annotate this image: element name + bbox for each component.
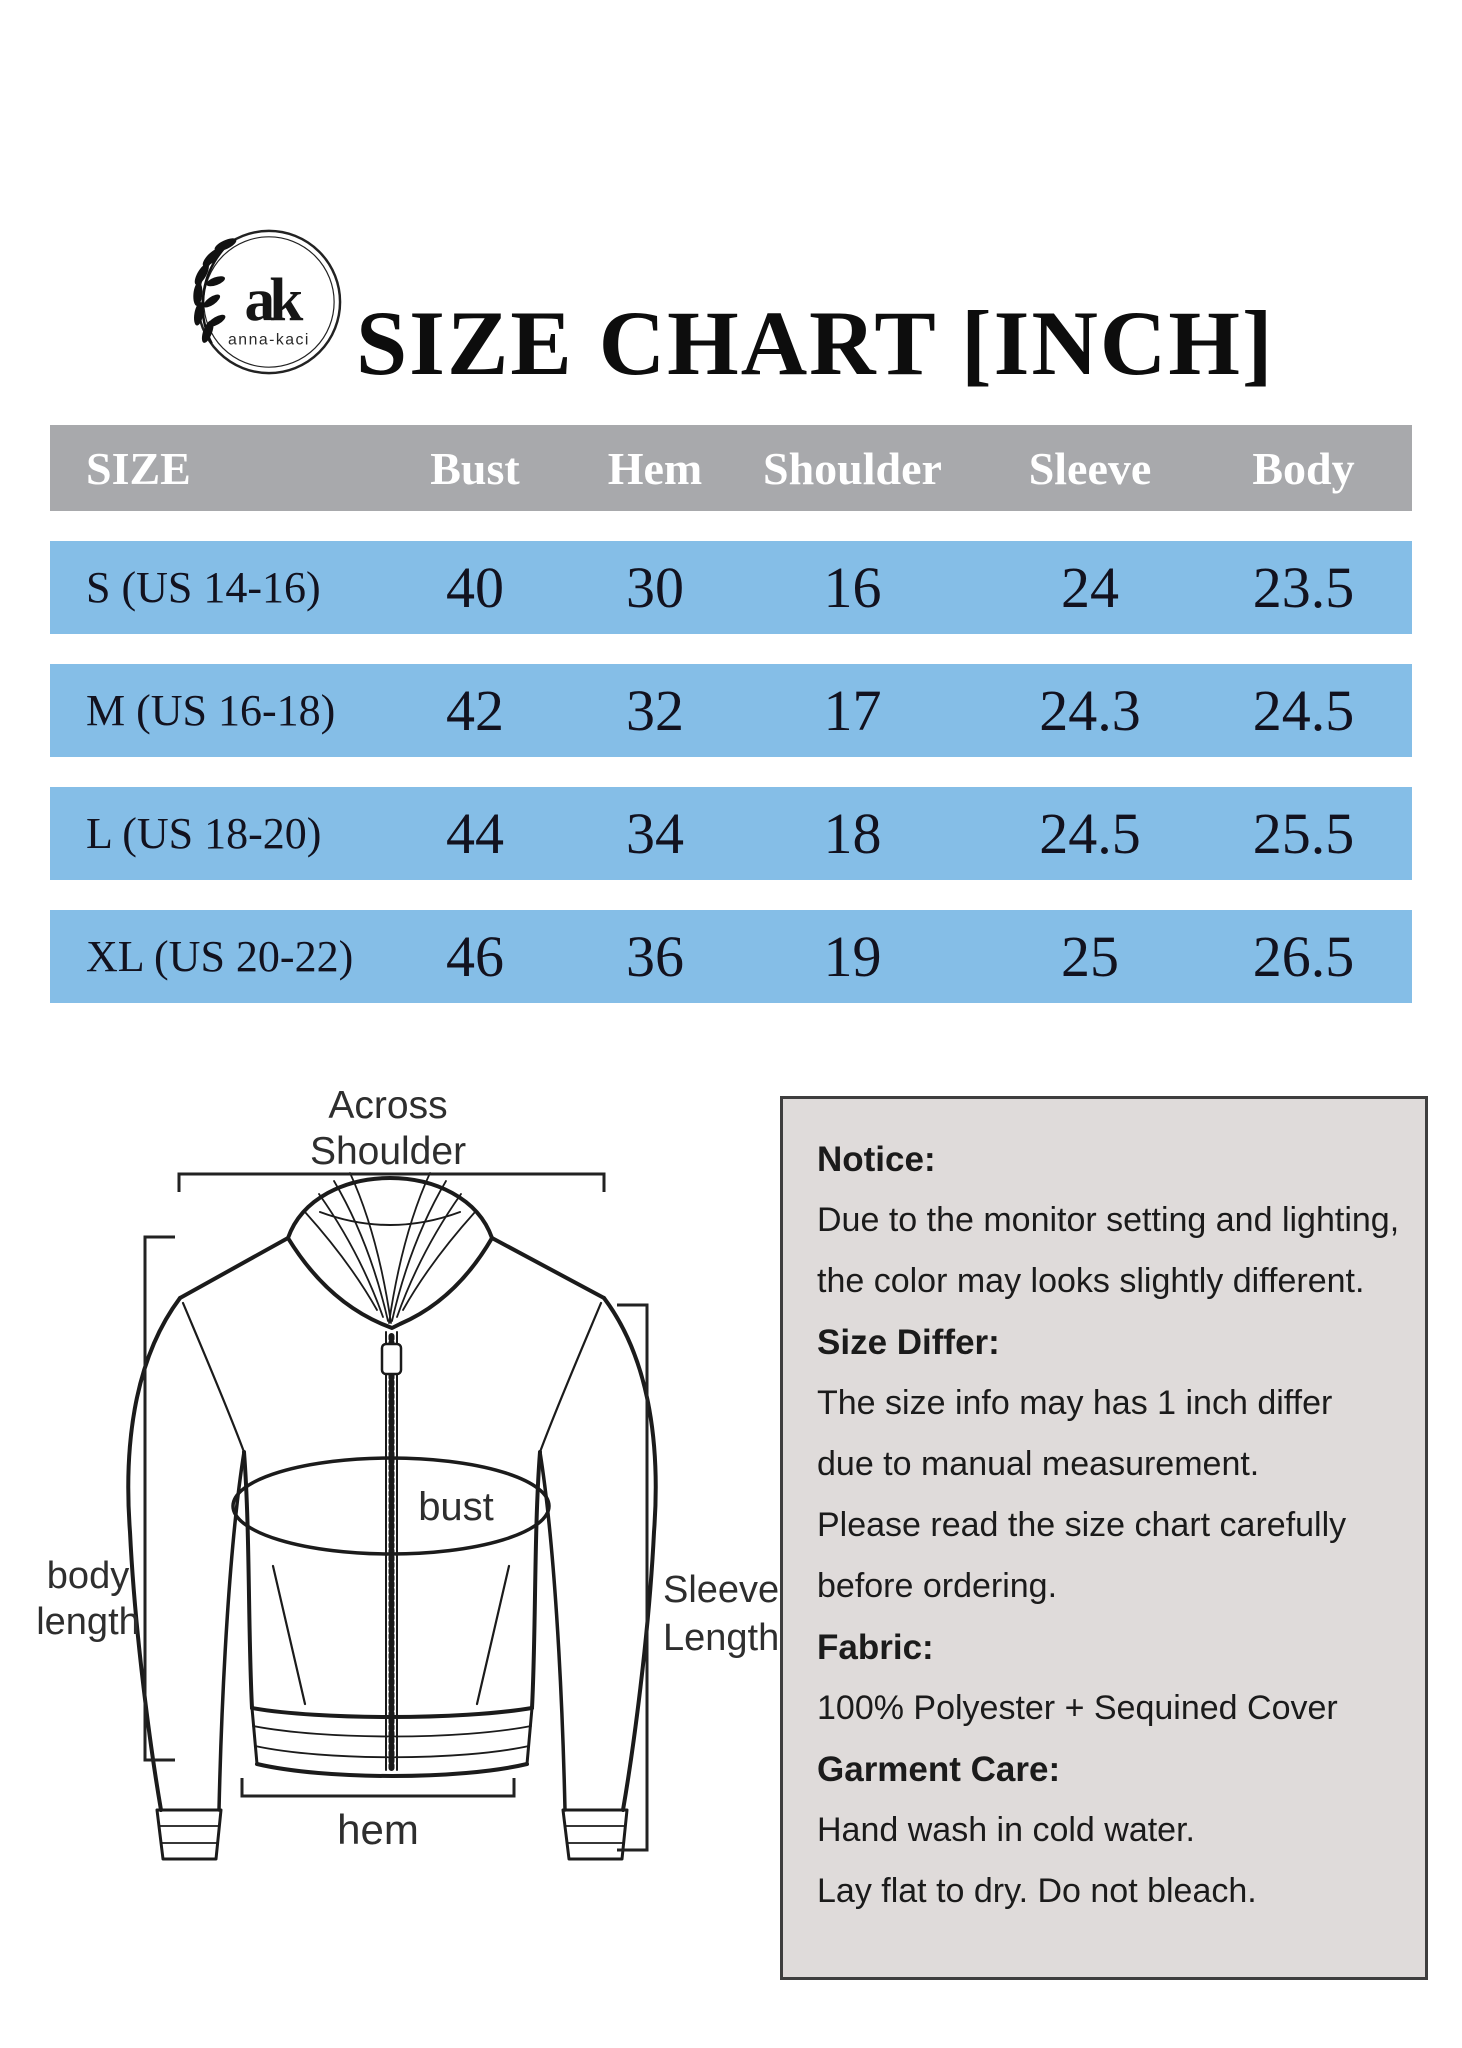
right-cuff xyxy=(563,1810,627,1859)
brand-logo xyxy=(186,223,344,381)
bust-value: 42 xyxy=(446,678,504,743)
bust-label: bust xyxy=(418,1485,494,1529)
shoulder-value: 19 xyxy=(823,924,882,989)
notice-box xyxy=(780,1096,1428,1980)
sleeve-value: 24.3 xyxy=(1039,678,1141,743)
hem-value: 30 xyxy=(626,555,684,620)
logo-monogram: ak xyxy=(244,265,298,334)
size-differ-heading: Size Differ: xyxy=(817,1323,1000,1362)
notice-line: The size info may has 1 inch differ xyxy=(817,1384,1333,1422)
across-shoulder-label-2: Shoulder xyxy=(309,1130,467,1173)
column-header-body: Body xyxy=(1252,442,1355,494)
table-row xyxy=(50,787,1412,880)
body-value: 23.5 xyxy=(1252,555,1355,620)
jacket-left-shoulder xyxy=(180,1238,288,1298)
logo-brand-name: anna-kaci xyxy=(228,331,310,349)
fabric-heading: Fabric: xyxy=(817,1628,934,1667)
body-length-label-1: body xyxy=(46,1555,130,1597)
table-row xyxy=(50,541,1412,634)
column-header-hem: Hem xyxy=(607,442,703,494)
hem-value: 36 xyxy=(626,924,684,989)
leaf-branch-icon xyxy=(192,236,238,345)
size-table xyxy=(50,425,1412,1003)
notice-line: 100% Polyester + Sequined Cover xyxy=(817,1689,1338,1727)
right-pocket xyxy=(477,1566,509,1704)
left-cuff xyxy=(157,1810,221,1859)
column-header-size: SIZE xyxy=(86,442,191,494)
sleeve-length-label-1: Sleeve xyxy=(663,1569,780,1611)
shoulder-value: 18 xyxy=(823,801,882,866)
body-length-label-2: length xyxy=(36,1601,140,1643)
column-header-bust: Bust xyxy=(430,442,520,494)
size-label: S (US 14-16) xyxy=(86,563,321,612)
notice-heading: Notice: xyxy=(817,1140,936,1179)
jacket-left-sleeve xyxy=(128,1298,180,1810)
bust-value: 44 xyxy=(446,801,504,866)
notice-line: before ordering. xyxy=(817,1567,1058,1605)
notice-line: due to manual measurement. xyxy=(817,1445,1260,1483)
hem-value: 32 xyxy=(626,678,684,743)
left-pocket xyxy=(273,1566,305,1704)
column-header-shoulder: Shoulder xyxy=(763,442,942,494)
column-header-sleeve: Sleeve xyxy=(1028,442,1152,494)
table-header-row xyxy=(50,425,1412,511)
hem-label: hem xyxy=(337,1806,419,1853)
bust-value: 46 xyxy=(446,924,504,989)
sleeve-length-label-2: Length xyxy=(663,1617,780,1659)
shoulder-value: 17 xyxy=(823,678,882,743)
table-row xyxy=(50,664,1412,757)
notice-line: Please read the size chart carefully xyxy=(817,1506,1347,1544)
page-title: SIZE CHART [INCH] xyxy=(356,291,1275,394)
notice-line: Lay flat to dry. Do not bleach. xyxy=(817,1872,1257,1910)
notice-line: the color may looks slightly different. xyxy=(817,1262,1365,1300)
size-label: M (US 16-18) xyxy=(86,686,336,735)
notice-line: Hand wash in cold water. xyxy=(817,1811,1195,1849)
across-shoulder-label-1: Across xyxy=(328,1084,448,1127)
body-value: 26.5 xyxy=(1252,924,1355,989)
sleeve-value: 25 xyxy=(1061,924,1119,989)
body-value: 25.5 xyxy=(1252,801,1355,866)
garment-care-heading: Garment Care: xyxy=(817,1750,1061,1789)
jacket-collar xyxy=(288,1178,492,1328)
body-value: 24.5 xyxy=(1252,678,1355,743)
sleeve-value: 24.5 xyxy=(1039,801,1141,866)
jacket-right-shoulder xyxy=(492,1238,604,1298)
sleeve-value: 24 xyxy=(1061,555,1119,620)
size-label: XL (US 20-22) xyxy=(86,932,354,981)
table-row xyxy=(50,910,1412,1003)
size-label: L (US 18-20) xyxy=(86,809,322,858)
bust-value: 40 xyxy=(446,555,504,620)
zipper-pull xyxy=(382,1344,401,1374)
notice-line: Due to the monitor setting and lighting, xyxy=(817,1201,1400,1239)
garment-diagram xyxy=(20,1060,780,1940)
sleeve-length-bracket xyxy=(617,1305,647,1850)
hem-bracket xyxy=(242,1778,514,1796)
hem-value: 34 xyxy=(626,801,684,866)
shoulder-value: 16 xyxy=(823,555,882,620)
